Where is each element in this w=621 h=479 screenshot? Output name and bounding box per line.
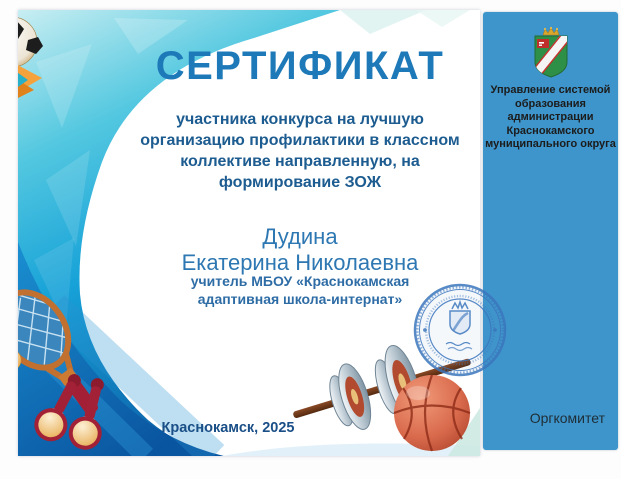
organization-line: администрации (507, 111, 594, 123)
round-seal-stamp-icon (412, 282, 508, 378)
recipient-given-names: Екатерина Николаевна (181, 250, 419, 275)
role-line: адаптивная школа-интернат» (197, 291, 403, 307)
certificate-description (108, 109, 480, 193)
coat-of-arms-icon (529, 26, 573, 80)
description-line: организацию профилактики в классном (140, 132, 460, 149)
recipient-surname: Дудина (262, 224, 338, 249)
description-line: коллективе направленную, на (180, 153, 420, 170)
description-line: участника конкурса на лучшую (176, 111, 424, 128)
organization-side-panel (483, 12, 618, 450)
description-line: формирование ЗОЖ (218, 174, 382, 191)
certificate-title: СЕРТИФИКАТ (155, 44, 445, 88)
recipient-name (118, 224, 480, 276)
organization-name (483, 84, 618, 152)
role-line: учитель МБОУ «Краснокамская (190, 273, 410, 289)
organization-line: образования (515, 97, 586, 110)
organization-line: муниципального округа (485, 138, 616, 150)
organization-line: Краснокамского (506, 124, 595, 137)
certificate-card (18, 10, 480, 456)
place-and-year: Краснокамск, 2025 (161, 420, 295, 436)
organization-line: Управление системой (490, 84, 611, 96)
basketball-icon (394, 375, 470, 451)
signature-label: Оргкомитет (529, 410, 605, 426)
